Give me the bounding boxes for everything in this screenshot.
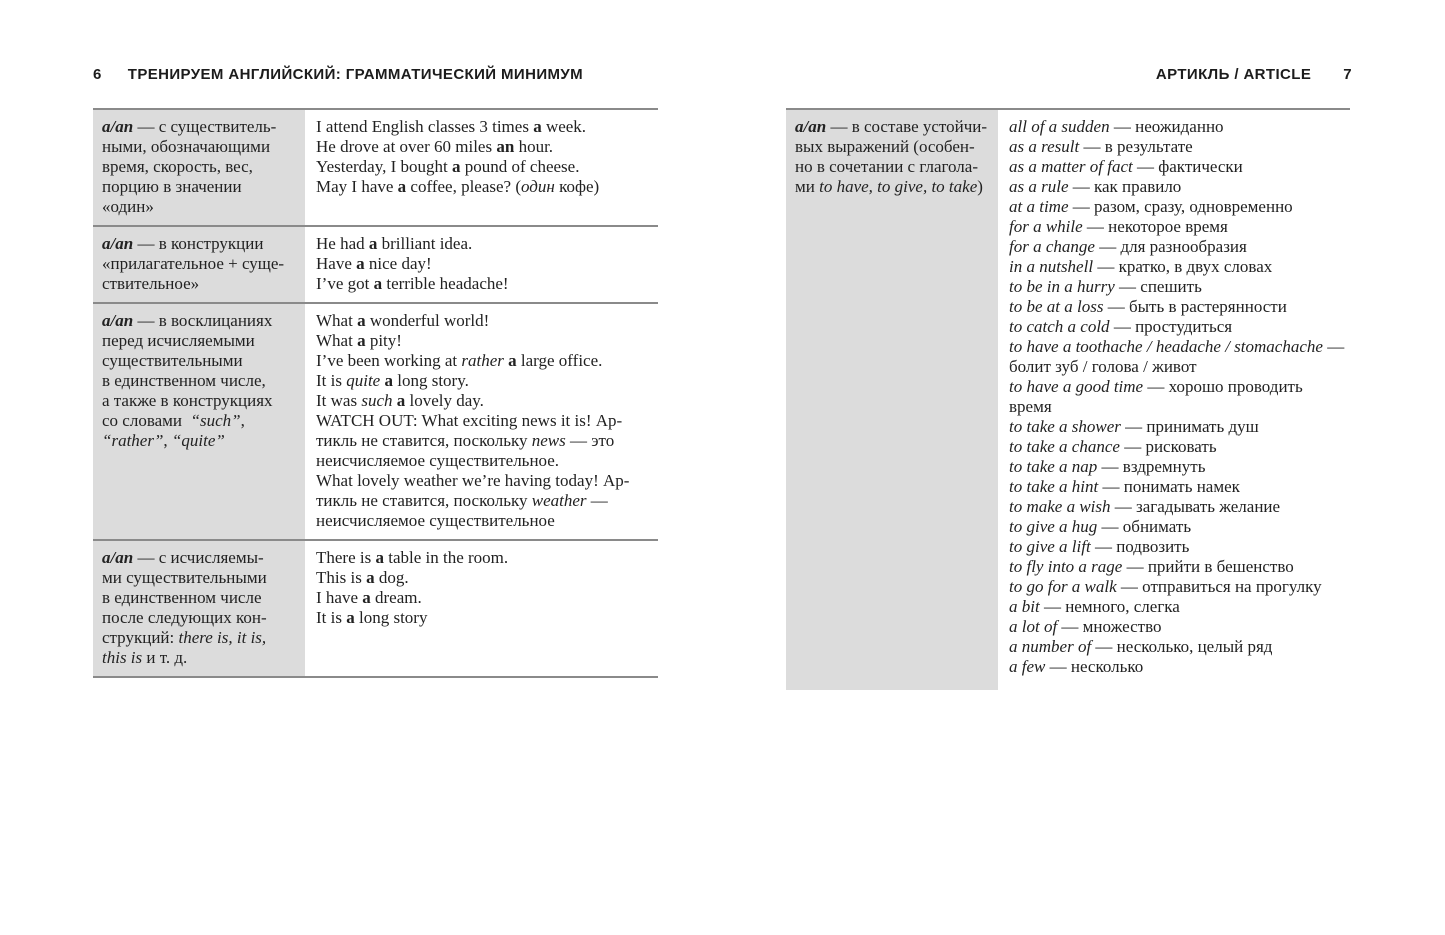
text: brilliant idea. (377, 234, 473, 253)
text: время, скорость, вес, (102, 157, 253, 176)
styled-text: a (366, 568, 375, 587)
styled-text: a (384, 371, 393, 390)
text-line (102, 391, 297, 411)
styled-text: a/an (795, 117, 827, 136)
styled-text: to fly into a rage (1009, 557, 1123, 576)
styled-text: for a while (1009, 217, 1083, 236)
text-line (102, 177, 297, 197)
styled-text: “quite” (171, 431, 225, 450)
text-line (316, 331, 658, 351)
text: I attend English classes 3 times (316, 117, 534, 136)
styled-text: a number of (1009, 637, 1092, 656)
text: болит зуб / голова / живот (1009, 357, 1197, 376)
text: ми существительными (102, 568, 267, 587)
text-line (1009, 637, 1350, 657)
styled-text: a (508, 351, 517, 370)
styled-text: a lot of (1009, 617, 1058, 636)
styled-text: rather (461, 351, 504, 370)
text: неисчисляемое существительное. (316, 451, 560, 470)
text: — отправиться на прогулку (1116, 577, 1322, 596)
text-line (1009, 537, 1350, 557)
text-line (102, 548, 297, 568)
text: струкций: (102, 628, 179, 647)
text-line (316, 548, 658, 568)
text-line (102, 331, 297, 351)
styled-text: there is, it is, (178, 628, 267, 647)
text: I’ve been working at (316, 351, 462, 370)
text: It was (316, 391, 362, 410)
text: — разом, сразу, одновременно (1068, 197, 1293, 216)
text-line (102, 197, 297, 217)
text-line (102, 157, 297, 177)
styled-text: quite (346, 371, 381, 390)
text-line (316, 157, 658, 177)
text: перед исчисляемыми (102, 331, 255, 350)
text: , (163, 431, 172, 450)
text-line (1009, 357, 1350, 377)
styled-text: a (357, 331, 366, 350)
text-line (1009, 557, 1350, 577)
running-head-right (1156, 66, 1352, 83)
text-line (316, 391, 658, 411)
text: He drove at over 60 miles (316, 137, 497, 156)
text: — вздремнуть (1097, 457, 1206, 476)
text-line (316, 351, 658, 371)
text: pound of cheese. (460, 157, 580, 176)
text: неисчисляемое существительное (316, 511, 555, 530)
text-line (102, 588, 297, 608)
text-line (102, 274, 297, 294)
text-line (316, 588, 658, 608)
text: ными, обозначающими (102, 137, 271, 156)
text-line (1009, 597, 1350, 617)
styled-text: to take a shower (1009, 417, 1121, 436)
text-line (1009, 217, 1350, 237)
page-title-right: АРТИКЛЬ / ARTICLE (1155, 66, 1312, 83)
text-line (1009, 377, 1350, 397)
text-line (316, 371, 658, 391)
rule-cell (93, 541, 305, 676)
text: в единственном числе, (102, 371, 266, 390)
styled-text: to be at a loss (1009, 297, 1104, 316)
styled-text: a (356, 254, 365, 273)
text: coffee, please? ( (406, 177, 522, 196)
styled-text: a (397, 177, 407, 196)
styled-text: to take a chance (1009, 437, 1120, 456)
text: — некоторое время (1082, 217, 1228, 236)
styled-text: in a nutshell (1009, 257, 1094, 276)
styled-text: a (375, 548, 384, 567)
styled-text: to make a wish (1009, 497, 1111, 516)
text: terrible headache! (382, 274, 509, 293)
text: вых выражений (особен- (795, 137, 975, 156)
text-line (795, 157, 990, 177)
styled-text: a bit (1009, 597, 1040, 616)
grammar-table-left (93, 108, 658, 678)
text: dream. (370, 588, 422, 607)
text-line (1009, 257, 1350, 277)
styled-text: a few (1009, 657, 1046, 676)
styled-text: to take a hint (1009, 477, 1099, 496)
page-number-right: 7 (1343, 66, 1352, 83)
text: ствительное» (102, 274, 200, 293)
styled-text: an (496, 137, 515, 156)
text: — в результате (1079, 137, 1193, 156)
text-line (1009, 417, 1350, 437)
styled-text: news (531, 431, 566, 450)
text: wonderful world! (365, 311, 490, 330)
text-line (102, 431, 297, 451)
text: Have (316, 254, 357, 273)
text-line (316, 177, 658, 197)
text: table in the room. (383, 548, 509, 567)
text-line (316, 568, 658, 588)
styled-text: “rather” (102, 431, 164, 450)
text: — в восклицаниях (133, 311, 273, 330)
text: hour. (514, 137, 554, 156)
text: порцию в значении (102, 177, 242, 196)
text-line (316, 274, 658, 294)
styled-text: “such” (190, 411, 241, 430)
text: и т. д. (142, 648, 188, 667)
text-line (102, 311, 297, 331)
text-line (1009, 657, 1350, 677)
text-line (316, 117, 658, 137)
text: — для разнообразия (1094, 237, 1247, 256)
text-line (102, 568, 297, 588)
styled-text: to go for a walk (1009, 577, 1117, 596)
text: — немного, слегка (1039, 597, 1180, 616)
text: — понимать намек (1098, 477, 1240, 496)
text-line (102, 371, 297, 391)
text-line (102, 628, 297, 648)
text: «прилагательное + суще- (102, 254, 285, 273)
text: кофе) (554, 177, 600, 196)
text-line (316, 311, 658, 331)
text: — (586, 491, 608, 510)
text: dog. (374, 568, 409, 587)
table-row (93, 541, 658, 678)
text: There is (316, 548, 376, 567)
text-line (102, 648, 297, 668)
page-title-left: ТРЕНИРУЕМ АНГЛИЙСКИЙ: ГРАММАТИЧЕСКИЙ МИНИМУМ (127, 66, 584, 83)
text: — прийти в бешенство (1122, 557, 1294, 576)
styled-text: a (533, 117, 542, 136)
text: long story. (392, 371, 469, 390)
text-line (316, 471, 658, 491)
styled-text: a/an (102, 548, 134, 567)
text: What (316, 331, 358, 350)
text-line (1009, 497, 1350, 517)
styled-text: a (362, 588, 371, 607)
text: в единственном числе (102, 588, 262, 607)
rule-cell (93, 227, 305, 302)
examples-cell (305, 304, 658, 539)
text-line (1009, 157, 1350, 177)
page-number-left: 6 (93, 66, 102, 83)
text-line (1009, 317, 1350, 337)
table-row (93, 227, 658, 304)
text: существительными (102, 351, 243, 370)
text: — фактически (1132, 157, 1243, 176)
text: — несколько (1045, 657, 1144, 676)
rule-cell (93, 110, 305, 225)
text: — с исчисляемы- (133, 548, 264, 567)
text: тикль не ставится, поскольку (316, 431, 532, 450)
text: — рисковать (1119, 437, 1217, 456)
text-line (316, 137, 658, 157)
text: — неожиданно (1109, 117, 1224, 136)
styled-text: a (396, 391, 406, 410)
text: — быть в растерянности (1103, 297, 1287, 316)
text: , (240, 411, 245, 430)
styled-text: weather (531, 491, 587, 510)
text-line (1009, 437, 1350, 457)
text-line (1009, 277, 1350, 297)
text: — в конструкции (133, 234, 264, 253)
text: May I have (316, 177, 398, 196)
text-line (1009, 517, 1350, 537)
text-line (1009, 237, 1350, 257)
text-line (102, 608, 297, 628)
text-line (1009, 297, 1350, 317)
text-line (795, 117, 990, 137)
rule-cell (786, 110, 998, 690)
styled-text: to give a lift (1009, 537, 1091, 556)
table-row (786, 110, 1350, 690)
text-line (1009, 397, 1350, 417)
text: но в сочетании с глагола- (795, 157, 978, 176)
styled-text: all of a sudden (1009, 117, 1110, 136)
text: — в составе устойчи- (826, 117, 988, 136)
text: после следующих кон- (102, 608, 267, 627)
styled-text: to take a nap (1009, 457, 1098, 476)
text-line (1009, 617, 1350, 637)
text: тикль не ставится, поскольку (316, 491, 532, 510)
text: — обнимать (1097, 517, 1192, 536)
text: lovely day. (405, 391, 484, 410)
styled-text: as a rule (1009, 177, 1069, 196)
text-line (1009, 477, 1350, 497)
text-line (316, 431, 658, 451)
styled-text: for a change (1009, 237, 1095, 256)
text-line (1009, 197, 1350, 217)
text: What (316, 311, 358, 330)
styled-text: a (357, 311, 366, 330)
text: «один» (102, 197, 154, 216)
styled-text: один (521, 177, 555, 196)
text: ) (977, 177, 983, 196)
text: а также в конструкциях (102, 391, 273, 410)
styled-text: this is (102, 648, 143, 667)
text: — спешить (1114, 277, 1202, 296)
styled-text: to have a good time (1009, 377, 1144, 396)
text-line (1009, 457, 1350, 477)
text-line (316, 491, 658, 511)
text: со словами (102, 411, 191, 430)
text-line (102, 137, 297, 157)
text: — подвозить (1090, 537, 1190, 556)
grammar-table-right (786, 108, 1350, 690)
examples-cell (305, 227, 658, 302)
text: время (1009, 397, 1052, 416)
table-row (93, 110, 658, 227)
styled-text: a (346, 608, 355, 627)
text: — множество (1057, 617, 1162, 636)
examples-cell (998, 110, 1350, 690)
text: — простудиться (1109, 317, 1233, 336)
styled-text: a/an (102, 311, 134, 330)
text: This is (316, 568, 367, 587)
styled-text: a (368, 234, 378, 253)
text-line (316, 254, 658, 274)
styled-text: a/an (102, 117, 134, 136)
text: — (1322, 337, 1345, 356)
text: nice day! (364, 254, 432, 273)
text: — несколько, целый ряд (1091, 637, 1273, 656)
text-line (316, 451, 658, 471)
text: What lovely weather we’re having today! Ар- (316, 471, 630, 490)
text: It is (316, 371, 347, 390)
text: He had (316, 234, 369, 253)
styled-text: to catch a cold (1009, 317, 1110, 336)
text: Yesterday, I bought (316, 157, 452, 176)
styled-text: a/an (102, 234, 134, 253)
styled-text: a (373, 274, 383, 293)
text: — как правило (1068, 177, 1182, 196)
styled-text: as a matter of fact (1009, 157, 1133, 176)
examples-cell (305, 110, 658, 225)
text-line (102, 117, 297, 137)
text-line (316, 511, 658, 531)
text-line (316, 234, 658, 254)
rule-cell (93, 304, 305, 539)
text: — хорошо проводить (1143, 377, 1303, 396)
table-row (93, 304, 658, 541)
text-line (102, 254, 297, 274)
text: WATCH OUT: What exciting news it is! Ар- (316, 411, 623, 430)
text: — загадывать желание (1110, 497, 1281, 516)
text-line (316, 608, 658, 628)
text-line (1009, 577, 1350, 597)
styled-text: to have, to give, to take (819, 177, 978, 196)
styled-text: such (361, 391, 393, 410)
text-line (795, 177, 990, 197)
text-line (102, 411, 297, 431)
text-line (316, 411, 658, 431)
text-line (1009, 137, 1350, 157)
text: large office. (516, 351, 603, 370)
text: — принимать душ (1120, 417, 1259, 436)
styled-text: to have a toothache / headache / stomachache (1009, 337, 1323, 356)
text: long story (354, 608, 428, 627)
text: — кратко, в двух словах (1093, 257, 1273, 276)
text: I have (316, 588, 363, 607)
examples-cell (305, 541, 658, 676)
styled-text: as a result (1009, 137, 1080, 156)
text: — с существитель- (133, 117, 277, 136)
styled-text: to give a hug (1009, 517, 1098, 536)
text: week. (541, 117, 587, 136)
styled-text: to be in a hurry (1009, 277, 1115, 296)
styled-text: a (452, 157, 461, 176)
text: It is (316, 608, 347, 627)
text: ми (795, 177, 820, 196)
styled-text: at a time (1009, 197, 1069, 216)
text: — это (565, 431, 615, 450)
running-head-left (93, 66, 583, 83)
text-line (1009, 337, 1350, 357)
text-line (1009, 177, 1350, 197)
text-line (102, 234, 297, 254)
text: pity! (365, 331, 402, 350)
text-line (795, 137, 990, 157)
text-line (102, 351, 297, 371)
text: I’ve got (316, 274, 374, 293)
text-line (1009, 117, 1350, 137)
